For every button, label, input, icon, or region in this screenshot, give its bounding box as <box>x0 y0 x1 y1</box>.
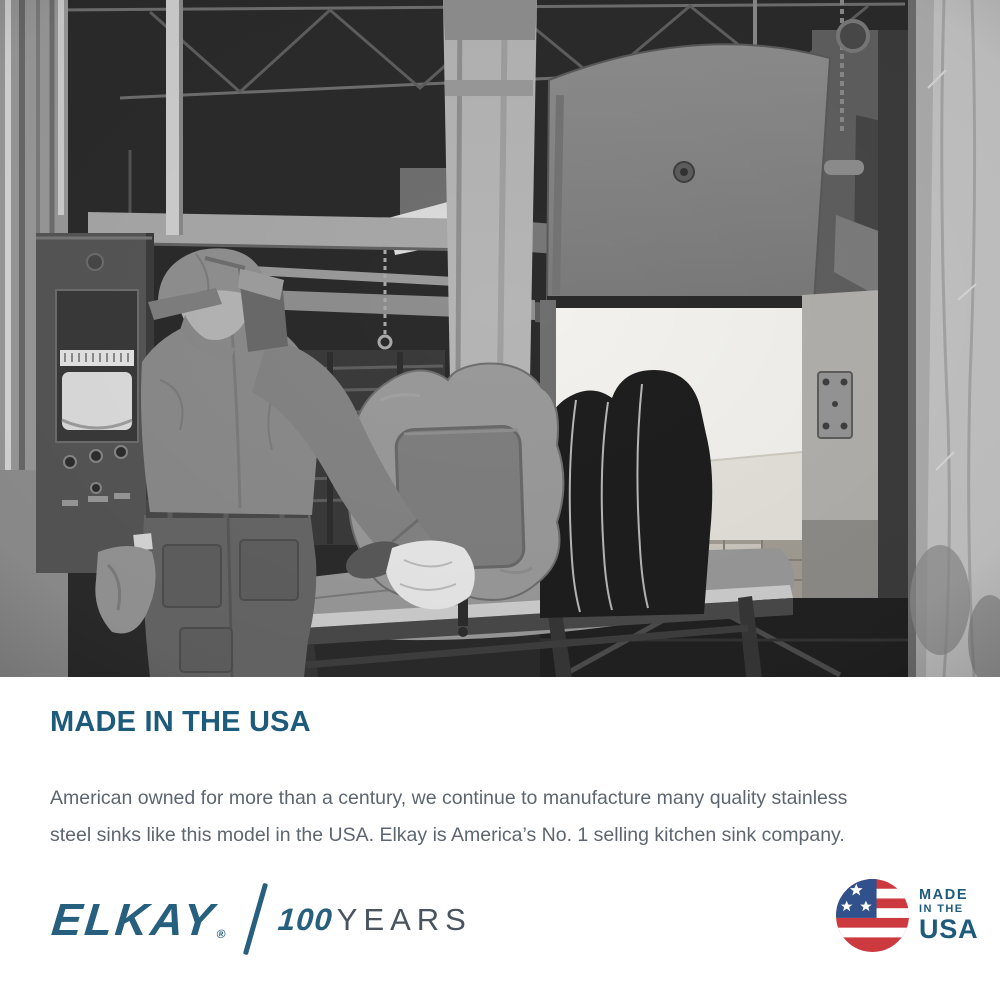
elkay-text: ELKAY <box>49 893 219 945</box>
body-line-2: steel sinks like this model in the USA. Elkay is America’s No. 1 selling kitchen sink company. <box>50 824 845 846</box>
badge-text <box>919 888 978 943</box>
elkay-wordmark <box>49 893 230 945</box>
badge-made: MADE <box>919 887 969 903</box>
years-word: YEARS <box>336 901 472 937</box>
made-in-usa-badge <box>836 879 978 952</box>
usa-flag-icon <box>836 879 909 952</box>
made-in-usa-heading: MADE IN THE USA <box>50 706 311 738</box>
years-number: 100 <box>276 901 334 937</box>
badge-usa: USA <box>919 914 979 944</box>
body-line-1: American owned for more than a century, we continue to manufacture many quality stainless <box>50 787 848 809</box>
elkay-100-years-logo <box>49 880 472 958</box>
badge-in-the: IN THE <box>919 903 964 915</box>
hundred-years-lockup <box>276 901 472 937</box>
registered-trademark: ® <box>215 926 227 941</box>
logo-slash-divider <box>243 883 268 956</box>
body-copy <box>50 780 847 854</box>
